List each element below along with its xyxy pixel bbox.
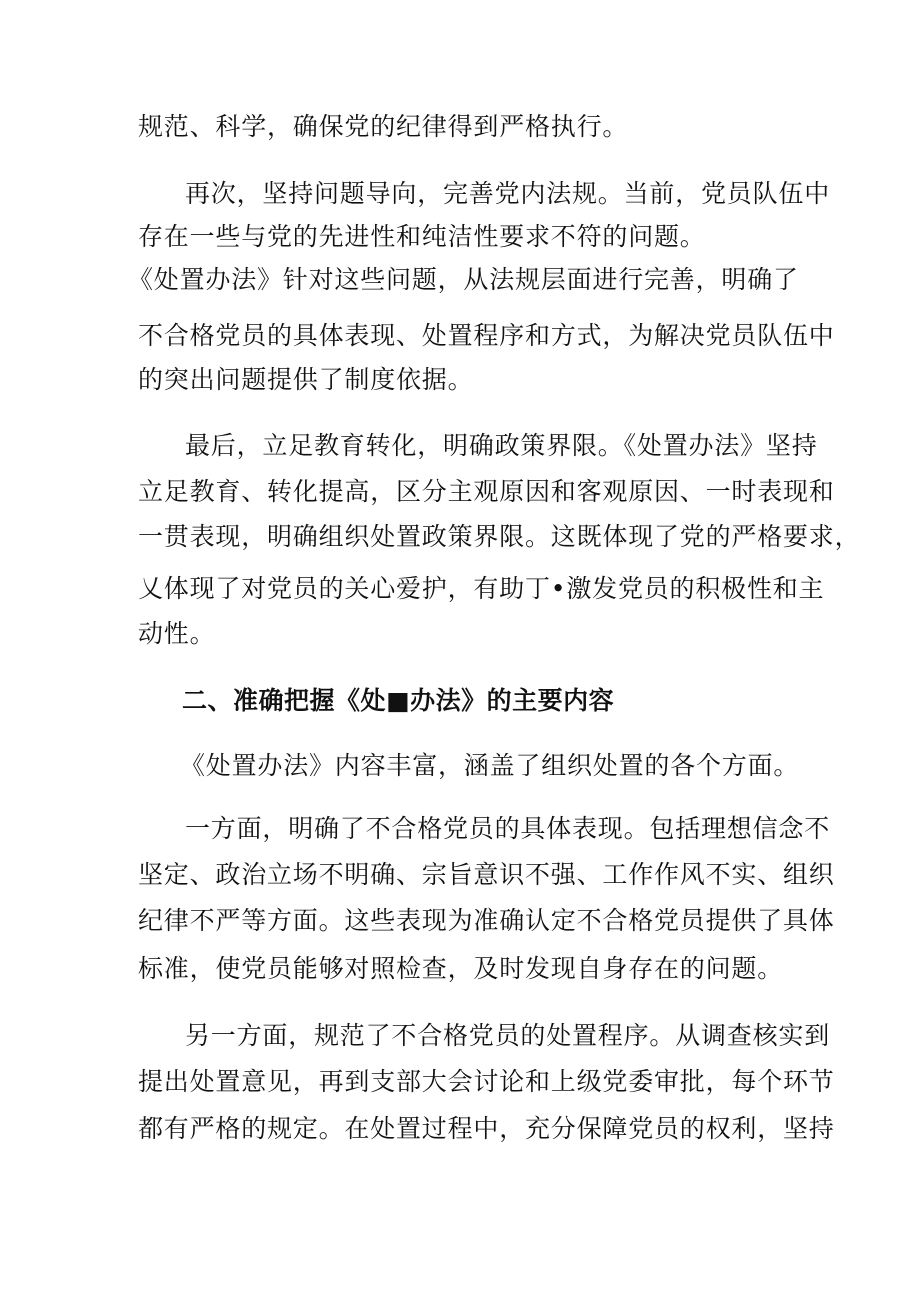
paragraph-first-line: 一方面，明确了不合格党员的具体表现。包括理想信念不: [185, 814, 831, 843]
section-heading: 二、准确把握《处■办法》的主要内容: [182, 686, 615, 715]
text-line: 不合格党员的具体表现、处置程序和方式，为解决党员队伍中: [138, 321, 835, 350]
text-line: 都有严格的规定。在处置过程中，充分保障党员的权利，坚持: [138, 1114, 835, 1143]
text-line: 纪律不严等方面。这些表现为准确认定不合格党员提供了具体: [138, 906, 835, 935]
text-line: 立足教育、转化提高，区分主观原因和客观原因、一时表现和: [138, 477, 835, 506]
text-line: 提出处置意见，再到支部大会讨论和上级党委审批，每个环节: [138, 1067, 835, 1096]
text-line: 动性。: [138, 619, 216, 648]
paragraph-first-line: 另一方面，规范了不合格党员的处置程序。从调查核实到: [185, 1021, 831, 1050]
paragraph-first-line: 再次，坚持问题导向，完善党内法规。当前，党员队伍中: [185, 179, 831, 208]
text-line: 规范、科学，确保党的纪律得到严格执行。: [138, 112, 629, 141]
text-line: 一贯表现，明确组织处置政策界限。这既体现了党的严格要求，: [138, 522, 861, 551]
paragraph-first-line: 最后，立足教育转化，明确政策界限。《处置办法》坚持: [185, 431, 818, 460]
text-line: 坚定、政治立场不明确、宗旨意识不强、工作作风不实、组织: [138, 860, 835, 889]
text-line: 标准，使党员能够对照检查，及时发现自身存在的问题。: [138, 954, 784, 983]
paragraph-first-line: 《处置办法》内容丰富，涵盖了组织处置的各个方面。: [180, 751, 800, 780]
text-line: 乂体现了对党员的关心爱护，有助丁•激发党员的积极性和主: [138, 574, 825, 603]
text-line: 存在一些与党的先进性和纯洁性要求不符的问题。: [138, 222, 706, 251]
text-line: 的突出问题提供了制度依据。: [138, 365, 474, 394]
text-line: 《处置办法》针对这些问题，从法规层面进行完善，明确了: [128, 265, 799, 294]
